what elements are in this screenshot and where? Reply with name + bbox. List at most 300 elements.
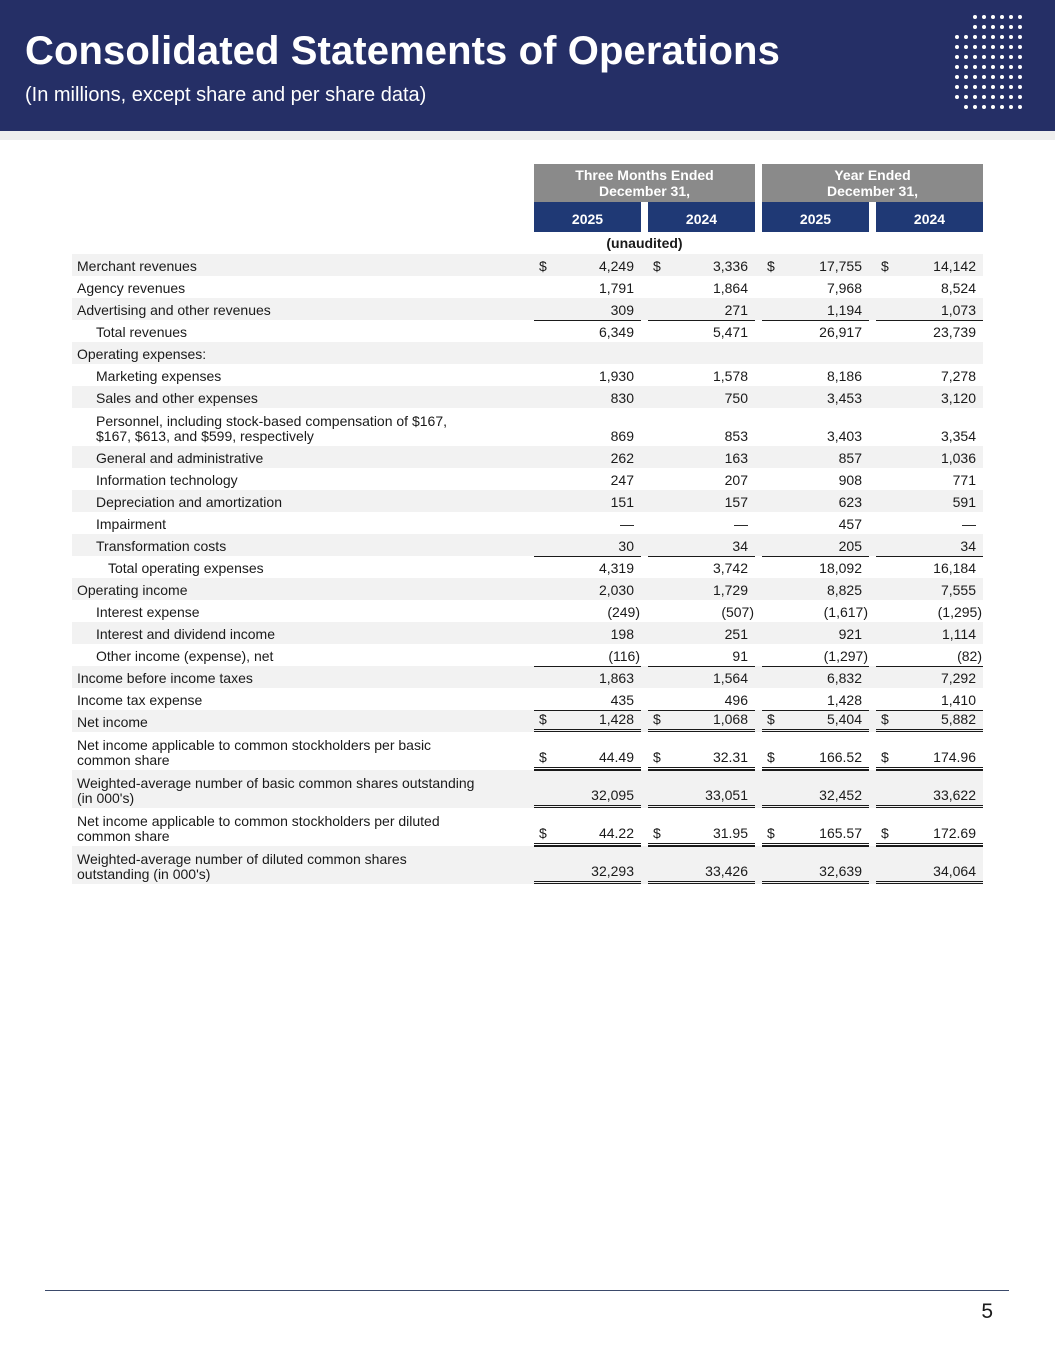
value-cell bbox=[534, 276, 641, 298]
currency-symbol: $ bbox=[653, 825, 661, 841]
value-cell bbox=[648, 512, 755, 534]
value-cell bbox=[876, 622, 983, 644]
cell-value: 1,068 bbox=[712, 711, 748, 727]
cell-value: — bbox=[620, 516, 634, 532]
value-cell bbox=[876, 556, 983, 578]
cell-value: 165.57 bbox=[819, 825, 862, 841]
value-cell bbox=[534, 770, 641, 808]
cell-value: 33,622 bbox=[933, 787, 976, 803]
table-row bbox=[72, 644, 983, 666]
header-banner bbox=[0, 0, 1055, 131]
value-cell bbox=[648, 364, 755, 386]
dot bbox=[955, 65, 959, 69]
dot bbox=[982, 95, 986, 99]
value-cell bbox=[876, 512, 983, 534]
value-cell bbox=[648, 342, 755, 364]
cell-value: (82) bbox=[957, 648, 982, 664]
cell-value: 207 bbox=[724, 472, 748, 488]
value-cell bbox=[876, 386, 983, 408]
value-cell bbox=[648, 808, 755, 846]
dot bbox=[955, 35, 959, 39]
value-cell bbox=[876, 710, 983, 732]
cell-value: 1,428 bbox=[598, 711, 634, 727]
dot bbox=[1000, 85, 1004, 89]
cell-value: 174.96 bbox=[933, 749, 976, 765]
value-cell bbox=[876, 364, 983, 386]
value-cell bbox=[534, 512, 641, 534]
cell-value: 5,404 bbox=[826, 711, 862, 727]
row-label bbox=[77, 776, 474, 806]
currency-symbol: $ bbox=[881, 711, 889, 727]
value-cell bbox=[534, 808, 641, 846]
value-cell bbox=[762, 666, 869, 688]
cell-value: 23,739 bbox=[933, 324, 976, 340]
column-group-line2: December 31, bbox=[826, 183, 919, 199]
column-group-three-months bbox=[534, 164, 755, 202]
currency-symbol: $ bbox=[653, 258, 661, 274]
cell-value: 32,293 bbox=[591, 863, 634, 879]
cell-value: 623 bbox=[838, 494, 862, 510]
row-label: Net income bbox=[77, 714, 148, 730]
cell-value: 157 bbox=[724, 494, 748, 510]
currency-symbol: $ bbox=[653, 749, 661, 765]
value-cell bbox=[648, 276, 755, 298]
cell-value: 33,426 bbox=[705, 863, 748, 879]
dot bbox=[973, 15, 977, 19]
cell-value: 830 bbox=[610, 390, 634, 406]
cell-value: 1,863 bbox=[598, 670, 634, 686]
currency-symbol: $ bbox=[767, 258, 775, 274]
row-label: Agency revenues bbox=[77, 280, 186, 296]
value-cell bbox=[534, 578, 641, 600]
dot bbox=[973, 45, 977, 49]
value-cell bbox=[762, 342, 869, 364]
cell-value: 853 bbox=[724, 428, 748, 444]
table-row bbox=[72, 512, 983, 534]
table-row bbox=[72, 408, 983, 446]
cell-value: 166.52 bbox=[819, 749, 862, 765]
value-cell bbox=[762, 808, 869, 846]
currency-symbol: $ bbox=[653, 711, 661, 727]
dot bbox=[1000, 25, 1004, 29]
dot bbox=[1000, 55, 1004, 59]
cell-value: (1,295) bbox=[937, 604, 982, 620]
value-cell bbox=[762, 534, 869, 556]
value-cell bbox=[648, 600, 755, 622]
cell-value: 7,968 bbox=[826, 280, 862, 296]
table-row bbox=[72, 320, 983, 342]
dot bbox=[982, 25, 986, 29]
cell-value: 1,864 bbox=[712, 280, 748, 296]
table-row bbox=[72, 732, 983, 770]
cell-value: 1,791 bbox=[598, 280, 634, 296]
cell-value: 771 bbox=[952, 472, 976, 488]
value-cell bbox=[762, 446, 869, 468]
currency-symbol: $ bbox=[881, 825, 889, 841]
value-cell bbox=[534, 254, 641, 276]
value-cell bbox=[876, 534, 983, 556]
cell-value: 32,095 bbox=[591, 787, 634, 803]
value-cell bbox=[534, 622, 641, 644]
cell-value: 1,428 bbox=[826, 692, 862, 708]
dot bbox=[1009, 85, 1013, 89]
value-cell bbox=[648, 386, 755, 408]
value-cell bbox=[534, 490, 641, 512]
dot bbox=[1018, 65, 1022, 69]
cell-value: (1,297) bbox=[823, 648, 868, 664]
value-cell bbox=[648, 320, 755, 342]
dot bbox=[991, 95, 995, 99]
value-cell bbox=[534, 534, 641, 556]
value-cell bbox=[876, 644, 983, 666]
cell-value: 309 bbox=[610, 302, 634, 318]
value-cell bbox=[534, 386, 641, 408]
dot bbox=[982, 15, 986, 19]
dot bbox=[1018, 85, 1022, 89]
dot bbox=[973, 75, 977, 79]
dot bbox=[1000, 65, 1004, 69]
dot bbox=[973, 105, 977, 109]
value-cell bbox=[534, 688, 641, 710]
dot bbox=[964, 45, 968, 49]
dot bbox=[1009, 65, 1013, 69]
cell-value: 32,639 bbox=[819, 863, 862, 879]
row-label: Other income (expense), net bbox=[96, 648, 274, 664]
value-cell bbox=[876, 688, 983, 710]
dot bbox=[955, 85, 959, 89]
dot bbox=[982, 45, 986, 49]
cell-value: 1,930 bbox=[598, 368, 634, 384]
table-row bbox=[72, 298, 983, 320]
value-cell bbox=[876, 490, 983, 512]
cell-value: 750 bbox=[724, 390, 748, 406]
row-label: Total operating expenses bbox=[108, 560, 264, 576]
currency-symbol: $ bbox=[881, 749, 889, 765]
year-header: 2024 bbox=[648, 202, 755, 232]
cell-value: 14,142 bbox=[933, 258, 976, 274]
row-label-line: outstanding (in 000's) bbox=[77, 866, 211, 882]
row-label: Transformation costs bbox=[96, 538, 227, 554]
dot bbox=[991, 15, 995, 19]
dot bbox=[1009, 75, 1013, 79]
cell-value: 26,917 bbox=[819, 324, 862, 340]
value-cell bbox=[876, 446, 983, 468]
dot bbox=[982, 55, 986, 59]
value-cell bbox=[762, 276, 869, 298]
value-cell bbox=[534, 644, 641, 666]
row-label: Advertising and other revenues bbox=[77, 302, 271, 318]
dot bbox=[982, 105, 986, 109]
value-cell bbox=[534, 846, 641, 884]
table-row bbox=[72, 254, 983, 276]
cell-value: (507) bbox=[721, 604, 754, 620]
table-row bbox=[72, 600, 983, 622]
column-group-line2: December 31, bbox=[598, 183, 691, 199]
dot bbox=[973, 85, 977, 89]
cell-value: 18,092 bbox=[819, 560, 862, 576]
value-cell bbox=[876, 254, 983, 276]
dot bbox=[955, 45, 959, 49]
cell-value: 30 bbox=[618, 538, 634, 554]
cell-value: 17,755 bbox=[819, 258, 862, 274]
dot bbox=[1000, 75, 1004, 79]
dot bbox=[1009, 55, 1013, 59]
value-cell bbox=[534, 666, 641, 688]
table-row bbox=[72, 846, 983, 884]
dot bbox=[964, 85, 968, 89]
value-cell bbox=[762, 556, 869, 578]
value-cell bbox=[648, 732, 755, 770]
row-label bbox=[77, 814, 440, 844]
currency-symbol: $ bbox=[539, 825, 547, 841]
dot bbox=[1009, 95, 1013, 99]
cell-value: 5,471 bbox=[712, 324, 748, 340]
table-row bbox=[72, 446, 983, 468]
dot bbox=[964, 105, 968, 109]
table-row bbox=[72, 688, 983, 710]
cell-value: 6,832 bbox=[826, 670, 862, 686]
cell-value: 8,186 bbox=[826, 368, 862, 384]
dot bbox=[973, 95, 977, 99]
page-number: 5 bbox=[981, 1300, 993, 1323]
cell-value: 205 bbox=[838, 538, 862, 554]
column-group-year bbox=[762, 164, 983, 202]
cell-value: 4,319 bbox=[598, 560, 634, 576]
row-label: Interest expense bbox=[96, 604, 200, 620]
cell-value: 1,578 bbox=[712, 368, 748, 384]
value-cell bbox=[534, 732, 641, 770]
value-cell bbox=[762, 644, 869, 666]
cell-value: 457 bbox=[838, 516, 862, 532]
dot bbox=[991, 45, 995, 49]
value-cell bbox=[876, 408, 983, 446]
value-cell bbox=[648, 846, 755, 884]
value-cell bbox=[648, 534, 755, 556]
cell-value: 33,051 bbox=[705, 787, 748, 803]
currency-symbol: $ bbox=[767, 825, 775, 841]
row-label: Merchant revenues bbox=[77, 258, 197, 274]
currency-symbol: $ bbox=[539, 749, 547, 765]
cell-value: 591 bbox=[952, 494, 976, 510]
dot bbox=[1000, 15, 1004, 19]
value-cell bbox=[648, 710, 755, 732]
currency-symbol: $ bbox=[539, 258, 547, 274]
value-cell bbox=[762, 622, 869, 644]
value-cell bbox=[648, 254, 755, 276]
value-cell bbox=[648, 770, 755, 808]
row-label-line: common share bbox=[77, 752, 170, 768]
table-row bbox=[72, 556, 983, 578]
cell-value: 857 bbox=[838, 450, 862, 466]
cell-value: 1,073 bbox=[940, 302, 976, 318]
cell-value: — bbox=[962, 516, 976, 532]
dot bbox=[1018, 95, 1022, 99]
page-title: Consolidated Statements of Operations bbox=[25, 29, 780, 73]
dot bbox=[1000, 35, 1004, 39]
table-row bbox=[72, 770, 983, 808]
value-cell bbox=[876, 276, 983, 298]
value-cell bbox=[648, 408, 755, 446]
value-cell bbox=[762, 298, 869, 320]
year-header: 2025 bbox=[762, 202, 869, 232]
cell-value: 2,030 bbox=[598, 582, 634, 598]
cell-value: 7,292 bbox=[940, 670, 976, 686]
row-label: General and administrative bbox=[96, 450, 264, 466]
row-label: Marketing expenses bbox=[96, 368, 222, 384]
value-cell bbox=[762, 320, 869, 342]
value-cell bbox=[762, 688, 869, 710]
table-row bbox=[72, 468, 983, 490]
table-row bbox=[72, 276, 983, 298]
cell-value: 32,452 bbox=[819, 787, 862, 803]
cell-value: 3,742 bbox=[712, 560, 748, 576]
dot bbox=[982, 65, 986, 69]
value-cell bbox=[534, 364, 641, 386]
value-cell bbox=[876, 666, 983, 688]
dot bbox=[1009, 35, 1013, 39]
dot bbox=[1009, 105, 1013, 109]
dot bbox=[955, 55, 959, 59]
cell-value: 163 bbox=[724, 450, 748, 466]
cell-value: 3,120 bbox=[940, 390, 976, 406]
dot bbox=[964, 95, 968, 99]
table-row bbox=[72, 666, 983, 688]
cell-value: 496 bbox=[724, 692, 748, 708]
dot bbox=[973, 55, 977, 59]
year-header: 2025 bbox=[534, 202, 641, 232]
row-label: Income before income taxes bbox=[77, 670, 253, 686]
cell-value: 44.49 bbox=[598, 749, 634, 765]
cell-value: 4,249 bbox=[598, 258, 634, 274]
cell-value: 869 bbox=[610, 428, 634, 444]
cell-value: 921 bbox=[838, 626, 862, 642]
cell-value: 16,184 bbox=[933, 560, 976, 576]
row-label: Total revenues bbox=[96, 324, 188, 340]
value-cell bbox=[762, 770, 869, 808]
dot bbox=[955, 75, 959, 79]
dot bbox=[1009, 25, 1013, 29]
cell-value: 247 bbox=[610, 472, 634, 488]
row-label-line: common share bbox=[77, 828, 170, 844]
dot bbox=[1018, 15, 1022, 19]
value-cell bbox=[876, 732, 983, 770]
dot bbox=[991, 105, 995, 109]
dot bbox=[1009, 15, 1013, 19]
value-cell bbox=[876, 578, 983, 600]
column-group-line1: Year Ended bbox=[834, 167, 911, 183]
cell-value: 8,524 bbox=[940, 280, 976, 296]
value-cell bbox=[534, 320, 641, 342]
dot bbox=[991, 85, 995, 89]
cell-value: 1,410 bbox=[940, 692, 976, 708]
value-cell bbox=[648, 644, 755, 666]
header-divider bbox=[0, 131, 1055, 140]
dot bbox=[955, 95, 959, 99]
dot bbox=[1018, 75, 1022, 79]
row-label bbox=[77, 852, 407, 882]
value-cell bbox=[534, 468, 641, 490]
cell-value: (249) bbox=[607, 604, 640, 620]
cell-value: 32.31 bbox=[712, 749, 748, 765]
cell-value: 1,564 bbox=[712, 670, 748, 686]
table-row bbox=[72, 490, 983, 512]
value-cell bbox=[534, 600, 641, 622]
dot bbox=[1018, 55, 1022, 59]
value-cell bbox=[648, 622, 755, 644]
dot bbox=[1018, 25, 1022, 29]
row-label bbox=[77, 738, 431, 768]
table-row bbox=[72, 808, 983, 846]
value-cell bbox=[648, 666, 755, 688]
year-header: 2024 bbox=[876, 202, 983, 232]
cell-value: 198 bbox=[610, 626, 634, 642]
cell-value: 262 bbox=[610, 450, 634, 466]
dot bbox=[982, 35, 986, 39]
value-cell bbox=[648, 468, 755, 490]
value-cell bbox=[876, 342, 983, 364]
value-cell bbox=[762, 710, 869, 732]
table-row bbox=[72, 710, 983, 732]
dot bbox=[982, 85, 986, 89]
value-cell bbox=[534, 342, 641, 364]
row-label-line: Net income applicable to common stockholders per diluted bbox=[77, 813, 440, 829]
row-label-line: Weighted-average number of diluted common shares bbox=[77, 851, 407, 867]
dot bbox=[1018, 105, 1022, 109]
cell-value: 34,064 bbox=[933, 863, 976, 879]
table-row bbox=[72, 534, 983, 556]
dot bbox=[964, 75, 968, 79]
row-label-line: Weighted-average number of basic common shares outstanding bbox=[77, 775, 475, 791]
cell-value: 34 bbox=[960, 538, 976, 554]
dot bbox=[964, 35, 968, 39]
value-cell bbox=[534, 298, 641, 320]
row-label-line: Personnel, including stock-based compensation of $167, bbox=[96, 413, 447, 429]
column-group-line1: Three Months Ended bbox=[575, 167, 714, 183]
value-cell bbox=[648, 490, 755, 512]
row-label: Operating income bbox=[77, 582, 188, 598]
cell-value: 31.95 bbox=[712, 825, 748, 841]
row-label: Income tax expense bbox=[77, 692, 203, 708]
dot bbox=[1000, 95, 1004, 99]
dot bbox=[991, 55, 995, 59]
value-cell bbox=[762, 512, 869, 534]
value-cell bbox=[876, 600, 983, 622]
row-label: Impairment bbox=[96, 516, 167, 532]
cell-value: 3,354 bbox=[940, 428, 976, 444]
cell-value: 1,036 bbox=[940, 450, 976, 466]
value-cell bbox=[876, 320, 983, 342]
row-label: Sales and other expenses bbox=[96, 390, 258, 406]
cell-value: 3,453 bbox=[826, 390, 862, 406]
cell-value: 271 bbox=[724, 302, 748, 318]
value-cell bbox=[876, 298, 983, 320]
currency-symbol: $ bbox=[767, 711, 775, 727]
value-cell bbox=[534, 556, 641, 578]
dot bbox=[973, 35, 977, 39]
cell-value: 5,882 bbox=[940, 711, 976, 727]
cell-value: 6,349 bbox=[598, 324, 634, 340]
value-cell bbox=[762, 846, 869, 884]
cell-value: 3,403 bbox=[826, 428, 862, 444]
cell-value: 151 bbox=[610, 494, 634, 510]
currency-symbol: $ bbox=[767, 749, 775, 765]
currency-symbol: $ bbox=[881, 258, 889, 274]
dot bbox=[991, 75, 995, 79]
table-row bbox=[72, 342, 983, 364]
row-label: Operating expenses: bbox=[77, 346, 207, 362]
value-cell bbox=[648, 298, 755, 320]
currency-symbol: $ bbox=[539, 711, 547, 727]
